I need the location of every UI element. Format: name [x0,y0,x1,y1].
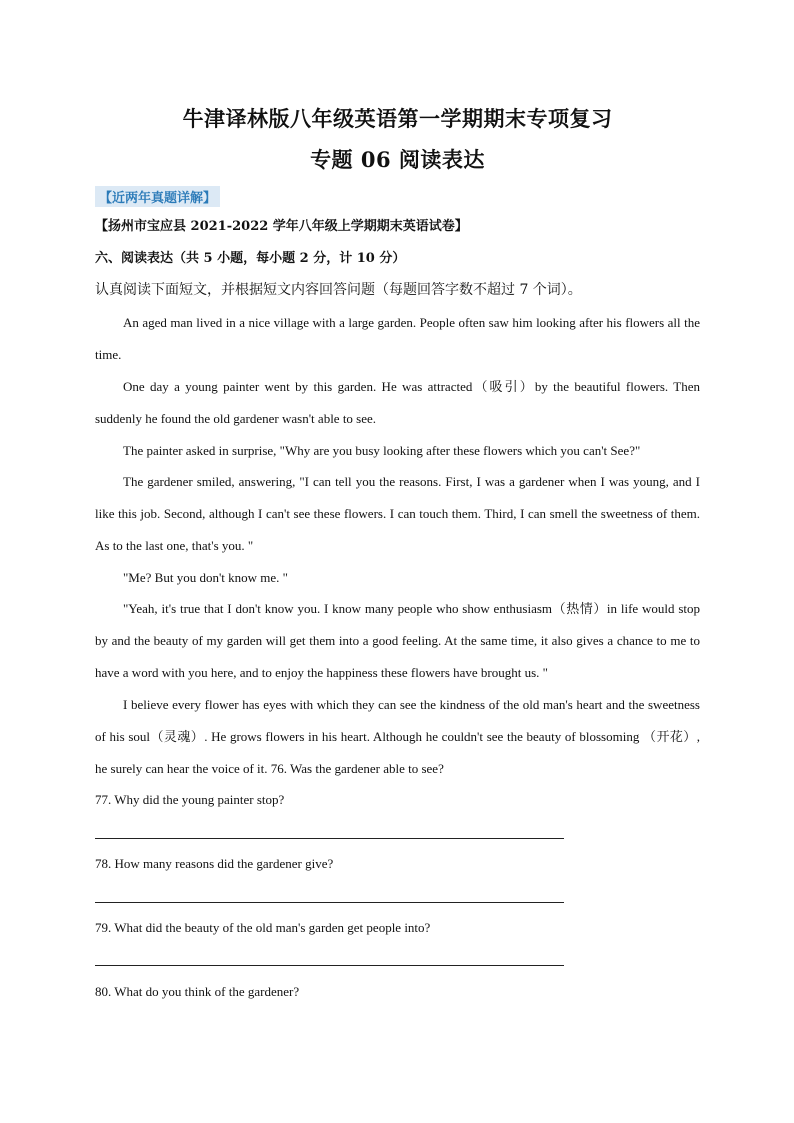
answer-line-77[interactable] [95,838,564,839]
passage-paragraph-4: The gardener smiled, answering, "I can tell you the reasons. First, I was a gardener when I was young, and I like this job. Second, although I can't see these flowers. I can touch them. Third, I can smell the sweetness of them. As to the last one, that's you. " [95,474,700,553]
exam-source: 【扬州市宝应县 2021-2022 学年八年级上学期期末英语试卷】 [95,219,468,234]
question-78: 78. How many reasons did the gardener give? [95,856,334,871]
document-title: 牛津译林版八年级英语第一学期期末专项复习 [182,106,613,131]
part-heading: 六、阅读表达（共 5 小题，每小题 2 分，计 10 分） [95,251,406,266]
section-tag: 【近两年真题详解】 [95,186,220,207]
passage-paragraph-7: I believe every flower has eyes with which they can see the kindness of the old man's heart and the sweetness of his soul（灵魂）. He grows flowers in his heart. Although he couldn't see the beauty of blossoming （开花）, he surely can hear the voice of it. 76. Was the gardener able to see? [95,697,700,776]
question-79: 79. What did the beauty of the old man's garden get people into? [95,920,431,935]
passage-paragraph-1: An aged man lived in a nice village with a large garden. People often saw him looking after his flowers all the time. [95,315,700,362]
document-subtitle: 专题 06 阅读表达 [310,147,485,172]
answer-line-79[interactable] [95,965,564,966]
passage-paragraph-5: "Me? But you don't know me. " [123,570,288,585]
passage-paragraph-6: "Yeah, it's true that I don't know you. I know many people who show enthusiasm（热情）in life would stop by and the beauty of my garden will get them into a good feeling. At the same time, it also gives a chance to me to have a word with you here, and to enjoy the happiness these flowers have brought us. " [95,601,700,680]
question-77: 77. Why did the young painter stop? [95,792,285,807]
instruction: 认真阅读下面短文，并根据短文内容回答问题（每题回答字数不超过 7 个词）。 [95,282,582,298]
passage-paragraph-2: One day a young painter went by this garden. He was attracted（吸引）by the beautiful flowers. Then suddenly he found the old gardener wasn't able to see. [95,379,700,426]
passage-paragraph-3: The painter asked in surprise, "Why are you busy looking after these flowers which you can't See?" [123,443,641,458]
answer-line-78[interactable] [95,902,564,903]
question-80: 80. What do you think of the gardener? [95,984,300,999]
